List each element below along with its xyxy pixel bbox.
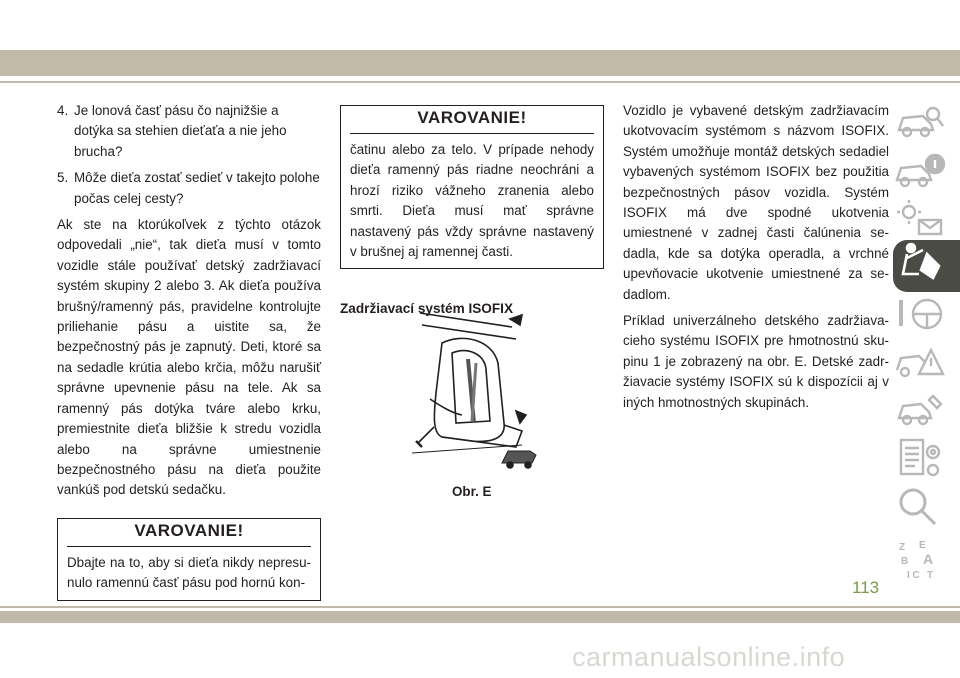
column-right [623,101,889,419]
svg-text:B: B [901,556,909,567]
list-item [57,101,321,162]
spec-list-icon[interactable] [893,436,953,488]
car-service-icon[interactable] [893,388,953,440]
car-search-icon[interactable] [893,100,953,152]
list-text: Je lonová časť pásu čo najnižšie a dotýka sa stehien dieťaťa a nie jeho brucha? [74,103,287,159]
svg-text:I C: I C [907,570,920,581]
warning-title: VAROVANIE! [350,106,594,134]
svg-text:Z: Z [899,542,906,553]
search-icon[interactable] [893,484,953,536]
column-left [57,101,321,601]
header-band [0,50,960,76]
warning-title: VAROVANIE! [67,519,311,547]
seat-safety-icon[interactable] [893,240,960,292]
warning-text: čatinu alebo za telo. V prípade nehody dieťa ramenný pás riadne neochráni a hrozí riziko vážneho zranenia alebo smrti. Dieťa musí mať správne nastavený pás vždy správne nastavený v brušnej aj ramennej časti. [350,142,594,260]
figure-caption: Obr. E [452,484,492,499]
column-middle [340,105,604,330]
car-info-icon[interactable] [893,148,953,200]
svg-text:E: E [919,540,926,551]
header-rule [0,81,960,83]
warning-box [57,518,321,601]
car-warning-icon[interactable] [893,340,953,392]
steering-key-icon[interactable] [893,292,953,344]
list-number: 5. [57,170,69,186]
warning-text: Dbajte na to, aby si dieťa nikdy nepresunulo ramennú časť pásu pod hornú kon- [67,554,311,591]
list-item [57,168,321,209]
page-number: 113 [852,578,880,597]
warning-box [340,105,604,269]
svg-text:A: A [923,551,934,567]
body-paragraph: Ak ste na ktorúkoľvek z týchto otázok odpovedali „nie“, tak dieťa musí v tomto vozidle stále používať detský zadržiavací systém skupiny 2 alebo 3. Ak dieťa používa brušný/ramenný pás, pravidelne kontrolujte priliehanie pásu a uistite sa, že bezpečnostný pás je zapnutý. Deti, ktoré sa na sedadle krútia alebo krčia, môžu narušiť správne upevnenie pásu na tele. Ak sa ramenný pás dotýka tváre alebo krku, premiestnite dieťa bližšie k stredu vozidla alebo na správne umiestnenie bezpečnostného pásu na dieťa použite vankúš pod detskú sedačku. [57,217,321,498]
list-number: 4. [57,103,69,118]
body-paragraph: Príklad univerzálneho detského zadržiavacieho systému ISOFIX pre hmotnostnú skupinu 1 je zobrazený na obr. E. Detské zadržiavacie systémy ISOFIX sú k dispozícii aj v iných hmotnostných skupinách. [623,313,889,410]
isofix-seat-illustration [412,303,542,475]
svg-text:T: T [927,570,934,581]
list-text: Môže dieťa zostať sedieť v takejto polohe počas celej cesty? [74,170,320,206]
watermark: carmanualsonline.info [572,642,846,672]
section-heading: Zadržiavací systém ISOFIX [340,301,514,317]
footer-band [0,611,960,623]
body-paragraph: Vozidlo je vybavené detským zadržiavacím ukotvovacím systémom s názvom ISOFIX. Systém umožňuje montáž detských sedadiel vybavených systémom ISOFIX bez použitia bezpečnostných pásov vozidla. Systém ISOFIX má dve spodné ukotvenia umiestnené v zadnej časti čalúnenia sedadla, kde sa dotýka operadla, a vrchné upevňovacie ukotvenie umiestnené za sedadlom. [623,103,889,302]
alphabet-index-icon[interactable] [893,536,953,588]
footer-rule [0,606,960,608]
